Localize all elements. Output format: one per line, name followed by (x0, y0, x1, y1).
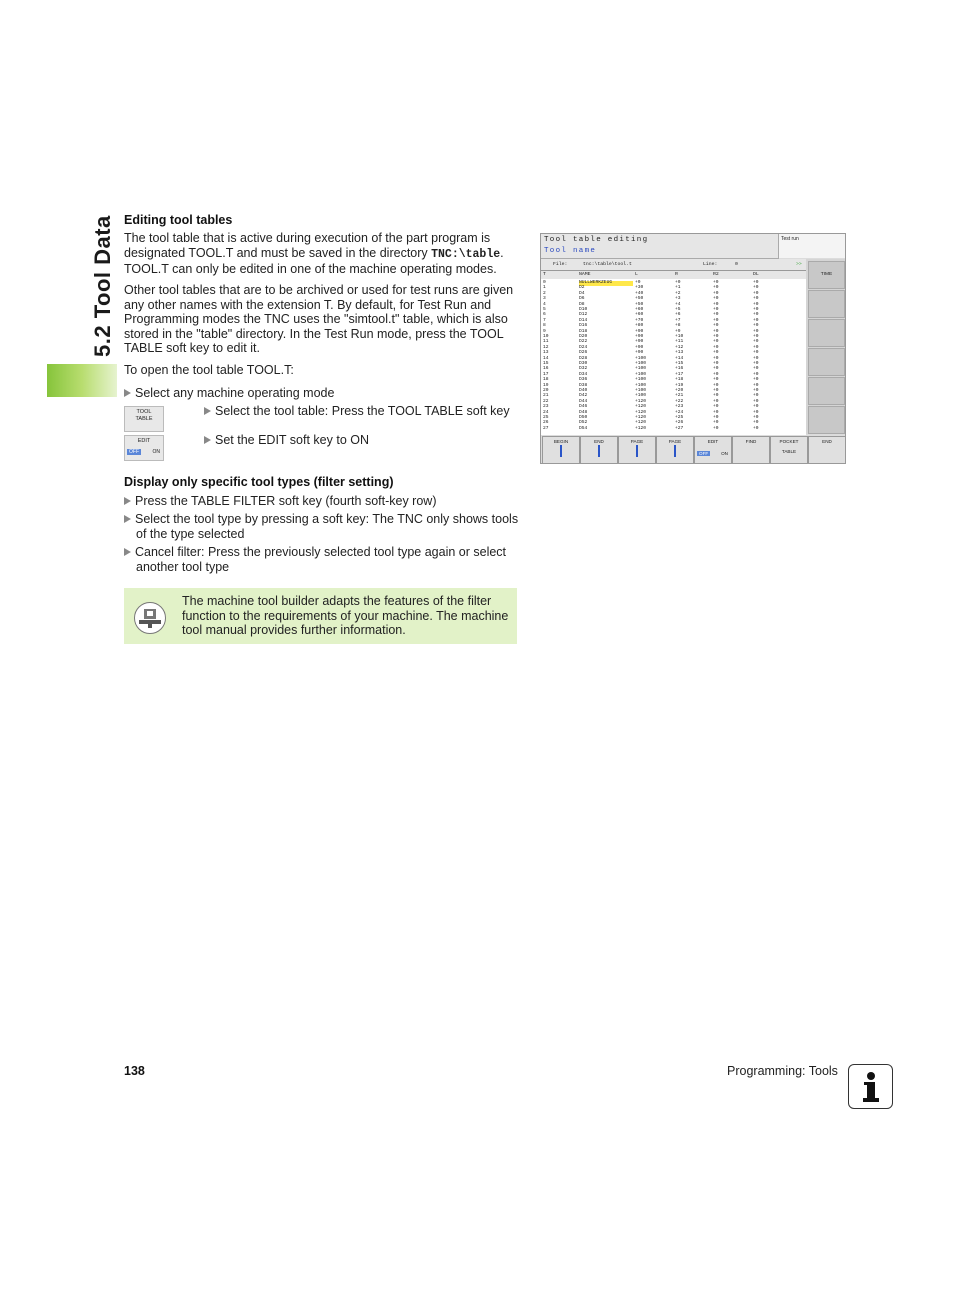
table-cell: +0 (713, 398, 719, 404)
table-cell: +90 (635, 350, 644, 356)
table-cell: +0 (635, 280, 641, 285)
table-cell: +80 (635, 323, 644, 329)
table-cell: D8 (579, 301, 585, 307)
table-cell: D12 (579, 312, 588, 318)
step-select-mode: Select any machine operating mode (124, 386, 334, 401)
table-cell: D2 (579, 285, 585, 291)
table-cell: +24 (675, 409, 684, 415)
table-cell: 19 (543, 382, 549, 388)
table-cell: +0 (713, 361, 719, 366)
table-cell: +0 (713, 323, 719, 329)
table-cell: 7 (543, 317, 546, 323)
table-cell: +0 (753, 371, 759, 377)
filter-step-2: Select the tool type by pressing a soft key: The TNC only shows tools of the type selected (124, 512, 521, 541)
table-cell: +100 (635, 371, 647, 377)
softkey-label: PAGE (630, 439, 644, 444)
side-tab-marker (47, 364, 117, 397)
tool-table-softkey: TOOL TABLE (124, 406, 164, 432)
softkey-label: EDIT (707, 439, 719, 444)
side-softkey[interactable] (808, 319, 845, 347)
table-cell: 21 (543, 393, 549, 399)
table-row[interactable] (541, 427, 806, 432)
column-header: T (543, 272, 546, 277)
softkey-label: END (594, 439, 604, 444)
filter-step-1: Press the TABLE FILTER soft key (fourth soft-key row) (124, 494, 436, 509)
table-cell: +5 (675, 307, 681, 312)
filter-step-3: Cancel filter: Press the previously selected tool type again or select another tool type (124, 545, 536, 574)
table-cell: D48 (579, 409, 588, 415)
table-cell: +12 (675, 344, 684, 350)
table-cell: +100 (635, 382, 647, 388)
table-cell: +100 (635, 361, 647, 366)
table-cell: +0 (713, 371, 719, 377)
screen-title: Tool table editing (544, 236, 649, 244)
table-cell: +26 (675, 420, 684, 426)
table-cell: +21 (675, 393, 684, 399)
table-cell: +0 (753, 361, 759, 366)
table-cell: +0 (753, 285, 759, 291)
table-cell: 6 (543, 312, 546, 318)
table-cell: +120 (635, 425, 647, 431)
screen-mode: Test run (779, 234, 845, 258)
step-set-edit-on: Set the EDIT soft key to ON (204, 433, 369, 448)
table-cell: +14 (675, 355, 684, 361)
table-cell: 15 (543, 361, 549, 366)
softkey-label: BEGIN (553, 439, 569, 444)
table-cell: +50 (635, 296, 644, 302)
table-cell: +0 (713, 382, 719, 388)
table-cell: D54 (579, 425, 588, 431)
table-cell: +0 (713, 420, 719, 426)
softkey-label: FIND (745, 439, 757, 444)
table-cell: +90 (635, 344, 644, 350)
table-cell: +0 (713, 296, 719, 302)
paragraph-open-instructions: To open the tool table TOOL.T: (124, 363, 294, 377)
table-cell: +0 (753, 393, 759, 399)
screen-header (541, 234, 779, 259)
table-cell: +3 (675, 296, 681, 302)
table-cell: D16 (579, 323, 588, 329)
side-softkey[interactable] (808, 290, 845, 318)
table-cell: 26 (543, 420, 549, 426)
bottom-softkey[interactable] (770, 436, 808, 464)
table-cell: +2 (675, 290, 681, 296)
chapter-title: Programming: Tools (727, 1064, 838, 1078)
bullet-arrow-icon (204, 436, 211, 444)
edit-softkey: EDIT OFF ON (124, 435, 164, 461)
table-cell: +0 (753, 323, 759, 329)
table-cell: D22 (579, 339, 588, 345)
table-cell: +0 (753, 398, 759, 404)
bullet-arrow-icon (124, 497, 131, 505)
table-cell: 12 (543, 344, 549, 350)
table-cell: D32 (579, 366, 588, 372)
table-cell: +0 (753, 296, 759, 302)
table-cell: 5 (543, 307, 546, 312)
off-indicator: OFF (699, 451, 709, 456)
table-cell: +60 (635, 312, 644, 318)
table-cell: D28 (579, 355, 588, 361)
table-cell: +120 (635, 404, 647, 410)
table-cell: +20 (675, 388, 684, 393)
table-cell: +0 (713, 425, 719, 431)
bullet-arrow-icon (124, 515, 131, 523)
table-cell: +100 (635, 355, 647, 361)
table-cell: D34 (579, 371, 588, 377)
table-cell: +0 (753, 420, 759, 426)
tool-table (541, 270, 806, 435)
bullet-arrow-icon (124, 389, 131, 397)
table-cell: +18 (675, 377, 684, 383)
table-cell: +100 (635, 377, 647, 383)
side-section-title: 5.2 Tool Data (90, 215, 115, 357)
table-cell: 9 (543, 328, 546, 334)
screen-subtitle: Tool name (544, 247, 597, 255)
table-cell: D10 (579, 307, 588, 312)
table-cell: +16 (675, 366, 684, 372)
more-arrows-icon: >> (796, 262, 802, 267)
table-cell: +0 (713, 388, 719, 393)
file-bar: File: tnc:\table\tool.t Line: 0 >> (541, 259, 806, 270)
table-cell: 23 (543, 404, 549, 410)
table-cell: +0 (713, 280, 719, 285)
table-cell: +120 (635, 398, 647, 404)
table-cell: +90 (635, 339, 644, 345)
table-cell: +0 (713, 307, 719, 312)
bullet-arrow-icon (124, 548, 131, 556)
table-cell: D18 (579, 328, 588, 334)
heading-editing-tool-tables: Editing tool tables (124, 213, 233, 227)
bottom-softkey[interactable] (694, 436, 732, 464)
table-cell: +100 (635, 393, 647, 399)
table-cell: D6 (579, 296, 585, 302)
table-cell: +0 (713, 344, 719, 350)
table-cell: +7 (675, 317, 681, 323)
table-cell: +6 (675, 312, 681, 318)
table-cell: +9 (675, 328, 681, 334)
side-softkey[interactable] (808, 377, 845, 405)
table-cell: +0 (713, 312, 719, 318)
table-cell: 14 (543, 355, 549, 361)
table-cell: D52 (579, 420, 588, 426)
table-cell: 13 (543, 350, 549, 356)
table-cell: +11 (675, 339, 684, 345)
table-cell: +0 (753, 382, 759, 388)
table-cell: +0 (753, 301, 759, 307)
table-cell: 10 (543, 334, 549, 339)
table-cell: +0 (753, 307, 759, 312)
table-cell: +27 (675, 425, 684, 431)
table-cell: +90 (635, 328, 644, 334)
table-cell: 3 (543, 296, 546, 302)
table-cell: +0 (753, 425, 759, 431)
arrow-up-icon (636, 445, 638, 457)
table-cell: +30 (635, 285, 644, 291)
table-cell: +0 (753, 344, 759, 350)
table-cell: +0 (713, 328, 719, 334)
paragraph-active-table: The tool table that is active during execution of the part program is designated TOOL.T and must be saved in the directory TNC:\table. TOOL.T can only be edited in one of the machine operating modes. (124, 231, 504, 277)
column-header: NAME (579, 272, 591, 277)
table-cell: +0 (713, 404, 719, 410)
table-cell: +0 (753, 366, 759, 372)
table-cell: +90 (635, 334, 644, 339)
softkey-label: POCKET (779, 439, 799, 444)
column-header: R (675, 272, 678, 277)
table-cell: 24 (543, 409, 549, 415)
table-cell: +0 (713, 355, 719, 361)
table-cell: +15 (675, 361, 684, 366)
table-cell: +22 (675, 398, 684, 404)
table-cell: D14 (579, 317, 588, 323)
machine-note-box (124, 588, 517, 644)
table-cell: +0 (713, 317, 719, 323)
table-cell: 20 (543, 388, 549, 393)
table-cell: +0 (753, 290, 759, 296)
tnc-screen (540, 233, 846, 464)
on-indicator: ON (721, 451, 728, 456)
table-cell: +10 (675, 334, 684, 339)
step-select-tool-table: Select the tool table: Press the TOOL TABLE soft key (204, 404, 510, 419)
page-number: 138 (124, 1064, 145, 1078)
table-cell: D40 (579, 388, 588, 393)
side-softkey[interactable] (808, 348, 845, 376)
table-cell: +0 (753, 355, 759, 361)
softkey-label: END (822, 439, 832, 444)
table-cell: 4 (543, 301, 546, 307)
table-cell: +0 (753, 312, 759, 318)
table-cell: D4 (579, 290, 585, 296)
table-cell: D46 (579, 404, 588, 410)
table-cell: +50 (635, 301, 644, 307)
table-cell: 22 (543, 398, 549, 404)
table-cell: +0 (713, 339, 719, 345)
side-softkeys (806, 259, 845, 434)
table-cell: +4 (675, 301, 681, 307)
table-cell: +0 (713, 334, 719, 339)
table-cell: +0 (713, 350, 719, 356)
table-cell: +0 (753, 280, 759, 285)
table-cell: +0 (713, 409, 719, 415)
table-cell: 1 (543, 285, 546, 291)
table-cell: D26 (579, 350, 588, 356)
table-cell: D38 (579, 382, 588, 388)
table-cell: 11 (543, 339, 549, 345)
note-text: The machine tool builder adapts the features of the filter function to the requirements of your machine. The machine tool manual provides further information. (182, 594, 509, 638)
column-header: R2 (713, 272, 719, 277)
table-cell: +0 (753, 377, 759, 383)
bottom-softkey[interactable] (732, 436, 770, 464)
table-cell: +23 (675, 404, 684, 410)
table-cell: D20 (579, 334, 588, 339)
bottom-softkey[interactable] (808, 436, 846, 464)
table-cell: 2 (543, 290, 546, 296)
table-cell: D50 (579, 415, 588, 420)
table-cell: +0 (753, 339, 759, 345)
side-softkey[interactable]: TIME (808, 261, 845, 289)
bottom-softkey[interactable] (656, 436, 694, 464)
softkey-label: TABLE (781, 449, 797, 454)
table-cell: +70 (635, 317, 644, 323)
info-icon (848, 1064, 893, 1109)
table-cell: +0 (675, 280, 681, 285)
table-cell: +25 (675, 415, 684, 420)
table-cell: +120 (635, 420, 647, 426)
table-cell: +0 (753, 409, 759, 415)
table-cell: +40 (635, 290, 644, 296)
bottom-softkeys (541, 436, 845, 463)
column-header: L (635, 272, 638, 277)
table-cell: 17 (543, 371, 549, 377)
table-cell: +0 (713, 393, 719, 399)
bottom-softkey[interactable] (542, 436, 580, 464)
table-cell: +0 (753, 350, 759, 356)
table-cell: +0 (753, 404, 759, 410)
table-cell: +8 (675, 323, 681, 329)
bullet-arrow-icon (204, 407, 211, 415)
bottom-softkey[interactable] (580, 436, 618, 464)
table-cell: D24 (579, 344, 588, 350)
table-cell: 8 (543, 323, 546, 329)
table-cell: +0 (713, 366, 719, 372)
arrow-down-icon (598, 445, 600, 457)
table-cell: +17 (675, 371, 684, 377)
table-cell: D42 (579, 393, 588, 399)
table-cell: +100 (635, 366, 647, 372)
table-cell: +0 (753, 334, 759, 339)
table-cell: +0 (753, 388, 759, 393)
table-cell: +100 (635, 388, 647, 393)
table-cell: +0 (713, 285, 719, 291)
table-cell: +120 (635, 415, 647, 420)
arrow-up-icon (560, 445, 562, 457)
column-header: DL (753, 272, 759, 277)
side-softkey[interactable] (808, 406, 845, 434)
arrow-down-icon (674, 445, 676, 457)
softkey-label: PAGE (668, 439, 682, 444)
table-cell: +0 (713, 301, 719, 307)
table-cell: +13 (675, 350, 684, 356)
table-cell: 0 (543, 280, 546, 285)
table-cell: +1 (675, 285, 681, 291)
table-cell: D44 (579, 398, 588, 404)
table-cell: +0 (713, 415, 719, 420)
bottom-softkey[interactable] (618, 436, 656, 464)
machine-tool-icon (134, 602, 166, 634)
table-cell: +0 (753, 328, 759, 334)
paragraph-other-tables: Other tool tables that are to be archived or used for test runs are given any other names with the extension T. By default, for Test Run and Programming modes the TNC uses the "simtool.t" table, which is also stored in the "table" directory. In the Test Run mode, press the TOOL TABLE soft key to edit it. (124, 283, 514, 356)
table-cell: D36 (579, 377, 588, 383)
table-cell: +0 (713, 290, 719, 296)
table-cell: 16 (543, 366, 549, 372)
table-cell: 27 (543, 425, 549, 431)
table-cell: 25 (543, 415, 549, 420)
tool-table-header (541, 271, 806, 279)
table-cell: +60 (635, 307, 644, 312)
table-cell: +0 (713, 377, 719, 383)
table-cell: NULLWERKZEUG (579, 281, 633, 286)
table-cell: +0 (753, 415, 759, 420)
table-cell: 18 (543, 377, 549, 383)
table-cell: +19 (675, 382, 684, 388)
table-cell: +120 (635, 409, 647, 415)
table-cell: +0 (753, 317, 759, 323)
table-cell: D30 (579, 361, 588, 366)
heading-filter-setting: Display only specific tool types (filter setting) (124, 475, 394, 489)
